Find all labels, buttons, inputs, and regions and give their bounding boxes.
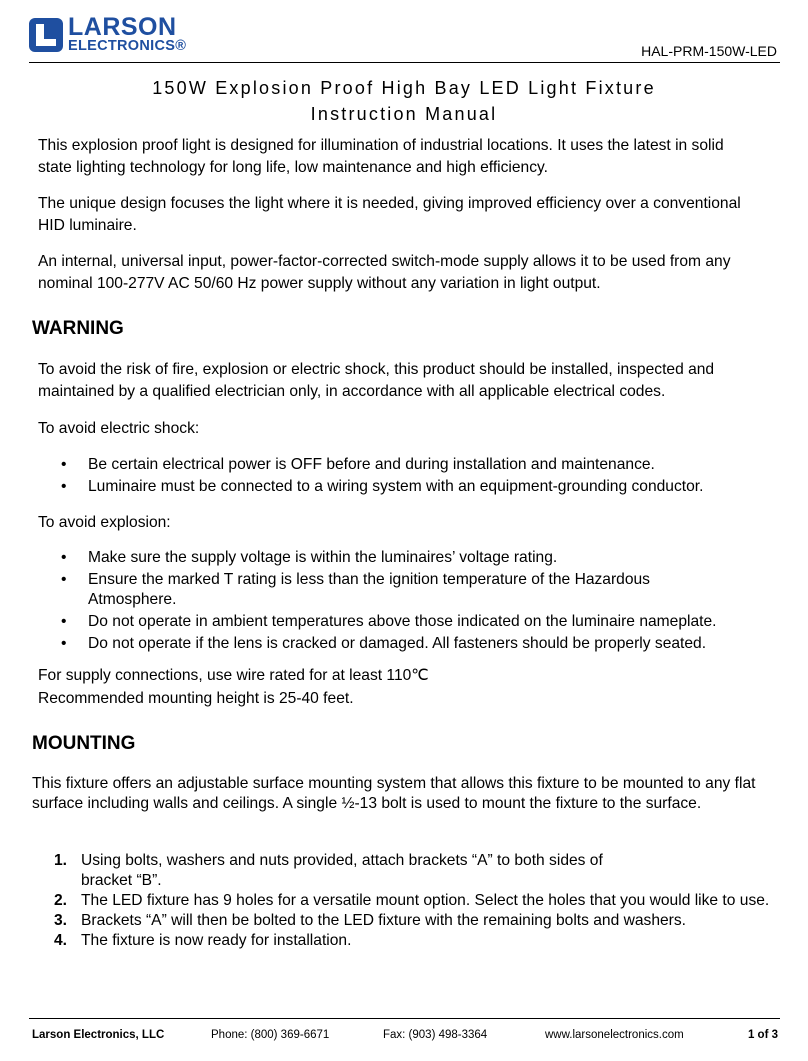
list-item: • Do not operate if the lens is cracked or damaged. All fasteners should be properly seated. [38,634,758,654]
footer-divider [29,1018,780,1019]
footer-company: Larson Electronics, LLC [32,1029,165,1041]
mounting-steps [54,851,774,951]
list-item: • Be certain electrical power is OFF before and during installation and maintenance. [38,455,778,475]
logo-mark-icon [29,18,63,52]
logo-line2: ELECTRONICS® [68,38,187,54]
step-number: 2. [54,892,68,909]
step-number: 4. [54,932,68,949]
shock-list [38,455,778,497]
larson-electronics-logo [29,13,199,56]
logo-line1: LARSON [68,13,177,41]
warning-heading: WARNING [32,318,124,339]
header-divider [29,62,780,63]
wire-note: For supply connections, use wire rated for at least 110℃ [38,667,429,684]
shock-label: To avoid electric shock: [38,420,200,437]
intro-paragraph-1: This explosion proof light is designed for illumination of industrial locations. It uses the latest in solid state lighting technology for long life, low maintenance and high efficiency. [38,137,724,176]
list-item: • Make sure the supply voltage is within the luminaires’ voltage rating. [38,548,758,568]
list-item [54,891,774,911]
explosion-label: To avoid explosion: [38,514,171,531]
step-number: 3. [54,912,68,929]
step-text: Using bolts, washers and nuts provided, attach brackets “A” to both sides of bracket “B”. [81,852,603,889]
document-title: 150W Explosion Proof High Bay LED Light Fixture [152,78,656,98]
step-text: Brackets “A” will then be bolted to the LED fixture with the remaining bolts and washers. [81,912,686,929]
step-number: 1. [54,852,68,869]
footer-website[interactable]: www.larsonelectronics.com [545,1029,684,1041]
footer-phone: Phone: (800) 369-6671 [211,1029,330,1041]
list-item: • Luminaire must be connected to a wiring system with an equipment-grounding conductor. [38,477,778,497]
intro-paragraph-2: The unique design focuses the light where it is needed, giving improved efficiency over a conventional HID luminaire. [38,195,741,234]
footer-fax: Fax: (903) 498-3364 [383,1029,488,1041]
intro-paragraph-3: An internal, universal input, power-factor-corrected switch-mode supply allows it to be used from any nominal 100-277V AC 50/60 Hz power supply without any variation in light output. [38,253,731,292]
document-id: HAL-PRM-150W-LED [641,43,777,59]
step-text: The LED fixture has 9 holes for a versatile mount option. Select the holes that you would like to use. [81,892,770,909]
mounting-heading: MOUNTING [32,733,136,754]
list-item: • Ensure the marked T rating is less than the ignition temperature of the Hazardous Atmosphere. [38,570,758,610]
list-item: • Do not operate in ambient temperatures above those indicated on the luminaire nameplate. [38,612,758,632]
explosion-list [38,548,758,654]
list-item [54,851,774,891]
list-item [54,911,774,931]
mounting-intro: This fixture offers an adjustable surface mounting system that allows this fixture to be mounted to any flat surface including walls and ceilings. A single ½-13 bolt is used to mount the fixture to the surface. [32,775,756,812]
document-subtitle: Instruction Manual [310,104,498,124]
height-note: Recommended mounting height is 25-40 feet. [38,690,354,707]
warning-intro: To avoid the risk of fire, explosion or electric shock, this product should be installed, inspected and maintained by a qualified electrician only, in accordance with all applicable electrical codes. [38,361,715,400]
step-text: The fixture is now ready for installation. [81,932,352,949]
list-item [54,931,774,951]
footer-page-number: 1 of 3 [747,1029,778,1041]
